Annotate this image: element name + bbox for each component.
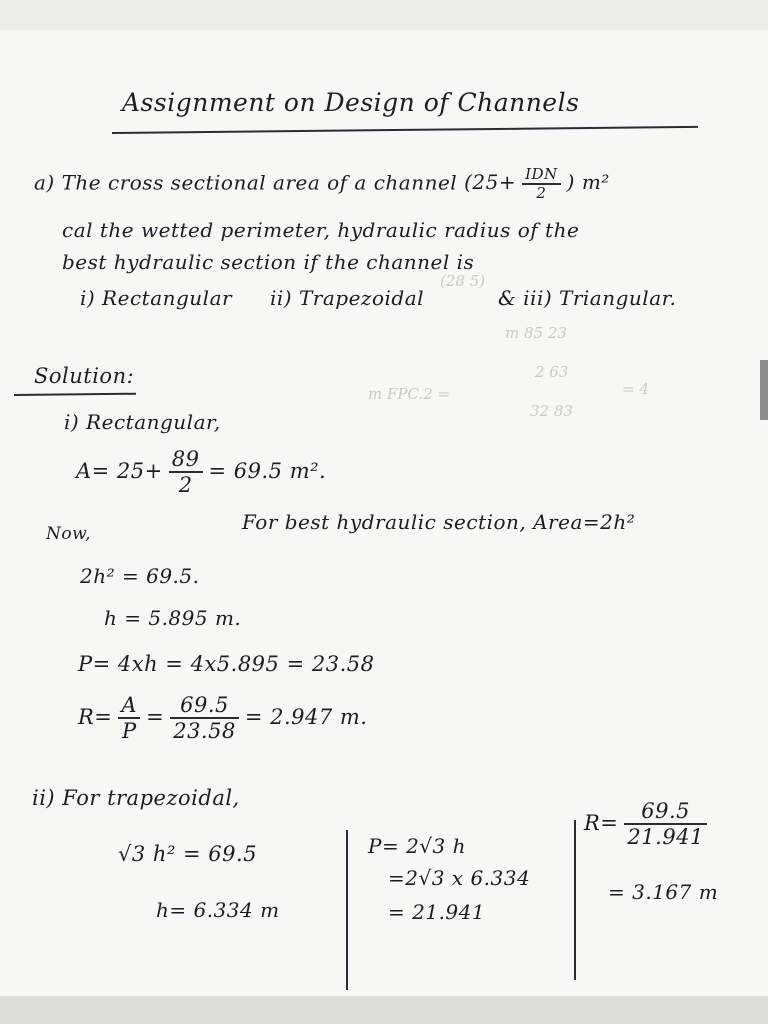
best-section-condition: For best hydraulic section, Area=2h²	[242, 510, 636, 534]
bleed-through-text: (28 5)	[440, 272, 486, 290]
trap-perimeter-2: =2√3 x 6.334	[388, 866, 531, 890]
question-line-3: best hydraulic section if the channel is	[62, 250, 475, 274]
rect-equation-1: 2h² = 69.5.	[80, 564, 200, 588]
trap-radius-fraction: $\frac{69.5}{21.941}$	[624, 800, 706, 849]
question-fraction: $\frac{\text{IDN}}{2}$	[522, 166, 561, 202]
page-edge-shadow	[760, 360, 768, 420]
scan-top-margin	[0, 0, 768, 30]
trap-radius-result: = 3.167 m	[608, 880, 719, 904]
bleed-through-text: m FPC.2 =	[368, 385, 451, 403]
radius-fraction-numeric: $\frac{69.5}{23.58}$	[170, 694, 239, 743]
rectangular-heading: i) Rectangular,	[64, 410, 221, 434]
trap-radius: R= $\frac{69.5}{21.941}$	[584, 800, 713, 849]
question-option-rectangular: i) Rectangular	[80, 286, 233, 310]
rect-perimeter: P= 4xh = 4x5.895 = 23.58	[78, 652, 375, 676]
scan-bottom-margin	[0, 996, 768, 1024]
trap-perimeter-3: = 21.941	[388, 900, 486, 924]
page-title: Assignment on Design of Channels	[122, 88, 580, 117]
title-underline	[112, 126, 698, 134]
rect-radius: R= $\frac{A}{P}$ = $\frac{69.5}{23.58}$ = 2.947 m.	[78, 693, 368, 744]
question-option-triangular: & iii) Triangular.	[498, 286, 677, 310]
handwritten-page	[0, 30, 768, 996]
bleed-through-text: 2 63	[535, 363, 569, 381]
now-label: Now,	[46, 524, 92, 544]
trapezoidal-heading: ii) For trapezoidal,	[32, 786, 240, 810]
radius-fraction-symbolic: $\frac{A}{P}$	[118, 694, 140, 743]
question-line-2: cal the wetted perimeter, hydraulic radius of the	[62, 218, 580, 242]
trap-perimeter-1: P= 2√3 h	[368, 834, 467, 858]
trap-depth-result: h= 6.334 m	[156, 898, 280, 922]
solution-underline	[14, 393, 136, 396]
question-text: a) The cross sectional area of a channel	[34, 170, 458, 195]
question-line-1	[34, 166, 610, 202]
trap-area-equation: √3 h² = 69.5	[118, 842, 258, 866]
column-divider	[574, 820, 576, 980]
question-expression: (25+ $\frac{\text{IDN}}{2}$ ) m²	[464, 165, 610, 202]
solution-heading: Solution:	[34, 364, 135, 388]
bleed-through-text: m 85 23	[505, 324, 567, 342]
question-option-trapezoidal: ii) Trapezoidal	[270, 286, 425, 310]
column-divider	[346, 830, 348, 990]
rect-depth-result: h = 5.895 m.	[104, 606, 242, 630]
bleed-through-text: = 4	[622, 380, 649, 398]
area-fraction: $\frac{89}{2}$	[169, 448, 203, 497]
area-equation: A= 25+ $\frac{89}{2}$ = 69.5 m².	[76, 447, 327, 498]
bleed-through-text: 32 83	[530, 402, 573, 420]
